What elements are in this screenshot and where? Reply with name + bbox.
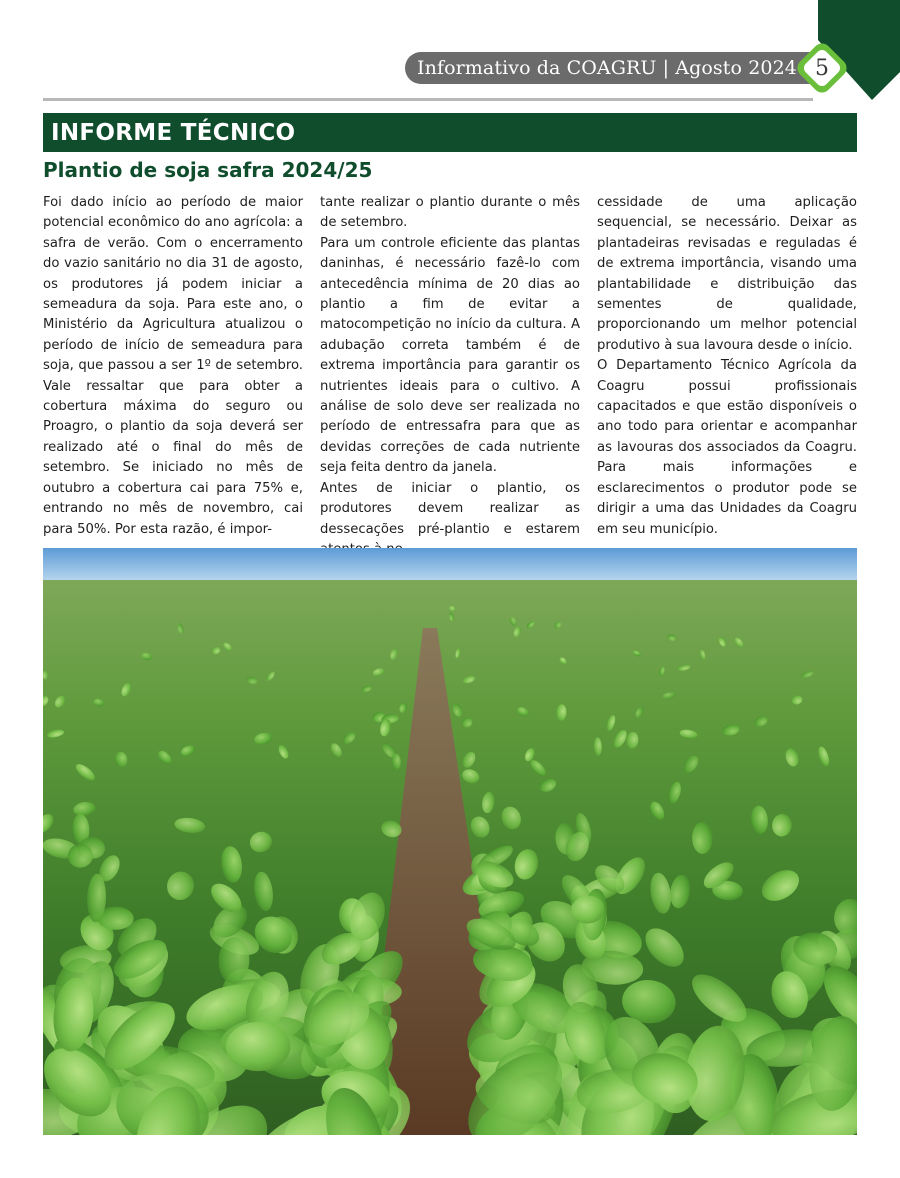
paragraph: O Departamento Técnico Agrícola da Coagru possui profissionais capacitados e que estão disponíveis o ano todo para orientar e acompanhar as lavouras dos associados da Coagru. Para mais informações e esclarecimentos o produtor pode se dirigir a uma das Unidades da Coagru em seu município. <box>597 358 857 537</box>
leaf-shape <box>226 1022 291 1071</box>
publication-header <box>405 52 815 84</box>
paragraph: Para um controle eficiente das plantas daninhas, é necessário fazê-lo com antecedência mínima de 20 dias ao plantio a fim de evitar a matocompetição no início da cultura. A adubação correta também é de extrema importância para garantir os nutrientes ideais para o cultivo. A análise de solo deve ser realizada no período de entressafra para que as devidas correções de cada nutriente seja feita dentro da janela. <box>320 235 580 476</box>
paragraph: Foi dado início ao período de maior potencial econômico do ano agrícola: a safra de verão. Com o encerramento do vazio sanitário no dia 31 de agosto, os produtores já podem iniciar a semeadura da soja. Para este ano, o Ministério da Agricultura atualizou o período de início de semeadura para soja, que passou a ser 1º de setembro. Vale ressaltar que para obter a cobertura máxima do seguro ou Proagro, o plantio da soja deverá ser realizado até o final do mês de setembro. Se iniciado no mês de outubro a cobertura cai para 75% e, entrando no mês de novembro, cai para 50%. Por esta razão, é impor- <box>43 195 303 537</box>
section-banner <box>43 113 857 152</box>
article-column-3 <box>597 193 857 540</box>
header-divider <box>43 98 813 101</box>
paragraph: tante realizar o plantio durante o mês de setembro. <box>320 195 580 231</box>
paragraph: cessidade de uma aplicação sequencial, se necessário. Deixar as plantadeiras revisadas e reguladas é de extrema importância, visando uma plantabilidade e distribuição das sementes de qualidade, proporcionando um melhor potencial produtivo à sua lavoura desde o início. <box>597 195 857 353</box>
article-column-2 <box>320 193 580 560</box>
page-number: 5 <box>815 55 829 81</box>
publication-title: Informativo da COAGRU | Agosto 2024 <box>417 57 797 79</box>
paragraph: Antes de iniciar o plantio, os produtores devem realizar as dessecações pré-plantio e estarem <box>320 480 580 537</box>
page-number-badge <box>792 38 852 98</box>
soybean-field-photo <box>43 548 857 1135</box>
article-title: Plantio de soja safra 2024/25 <box>43 158 373 182</box>
article-column-1 <box>43 193 303 540</box>
section-label: INFORME TÉCNICO <box>51 119 296 146</box>
